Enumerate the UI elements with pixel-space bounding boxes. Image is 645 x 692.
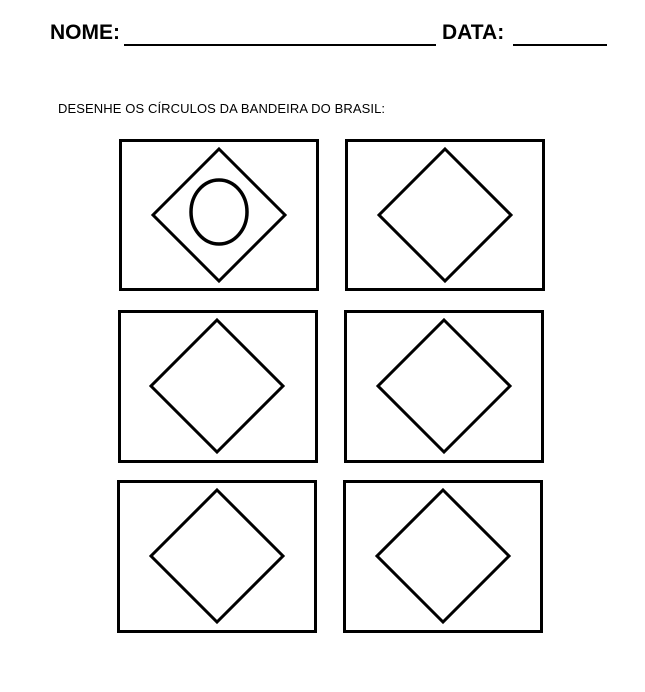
flag-outline-2[interactable] (345, 139, 545, 291)
diamond-shape (377, 490, 509, 622)
instruction-text: DESENHE OS CÍRCULOS DA BANDEIRA DO BRASIL: (58, 101, 386, 116)
name-field[interactable] (124, 44, 436, 46)
date-field[interactable] (513, 44, 607, 46)
flag-drawing (121, 313, 315, 460)
flag-outline-5[interactable] (117, 480, 317, 633)
flag-drawing (347, 313, 541, 460)
diamond-shape (378, 320, 510, 452)
flag-outline-3[interactable] (118, 310, 318, 463)
flag-drawing (120, 483, 314, 630)
date-label: DATA: (442, 21, 505, 44)
diamond-shape (151, 320, 283, 452)
example-circle (191, 180, 247, 244)
diamond-shape (153, 149, 285, 281)
diamond-shape (151, 490, 283, 622)
flag-outline-4[interactable] (344, 310, 544, 463)
name-label: NOME: (50, 21, 120, 44)
diamond-shape (379, 149, 511, 281)
flag-outline-1[interactable] (119, 139, 319, 291)
flag-outline-6[interactable] (343, 480, 543, 633)
flag-drawing (346, 483, 540, 630)
flag-drawing (348, 142, 542, 288)
flag-drawing (122, 142, 316, 288)
